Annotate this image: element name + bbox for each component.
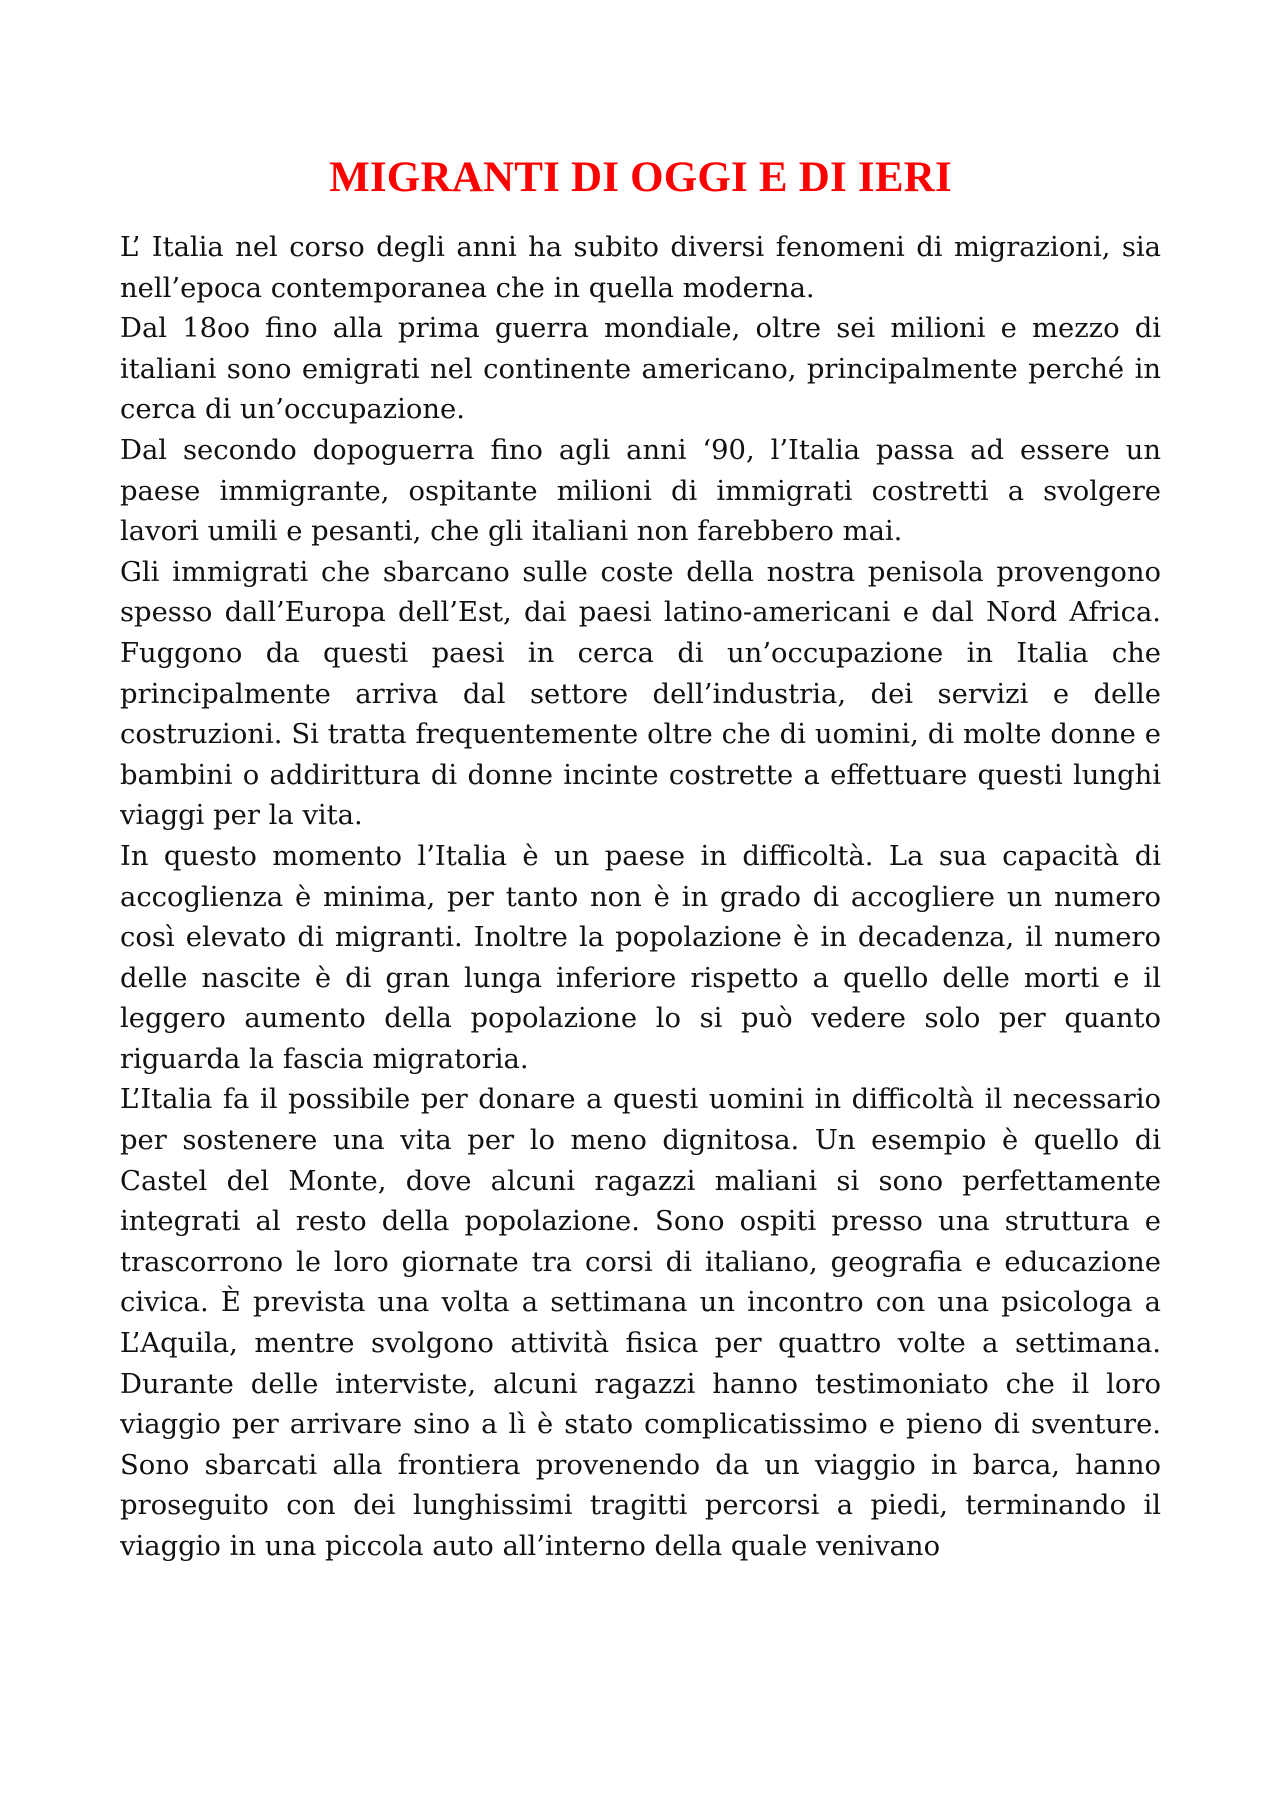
paragraph: L’ Italia nel corso degli anni ha subito diversi fenomeni di migrazioni, sia nell’epoca contemporanea che in quella moderna. (120, 232, 1161, 304)
paragraph: Dal secondo dopoguerra fino agli anni ‘90, l’Italia passa ad essere un paese immigrante, ospitante milioni di immigrati costretti a svolgere lavori umili e pesanti, che gli italiani non farebbero mai. (120, 434, 1161, 548)
document-body (120, 228, 1161, 1568)
paragraph: L’Italia fa il possibile per donare a questi uomini in difficoltà il necessario per sostenere una vita per lo meno dignitosa. Un esempio è quello di Castel del Monte, dove alcuni ragazzi maliani si sono perfettamente integrati al resto della popolazione. Sono ospiti presso una struttura e trascorrono le loro giornate tra corsi di italiano, geografia e educazione civica. È prevista una volta a settimana un incontro con una psicologa a L’Aquila, mentre svolgono attività fisica per quattro volte a settimana. Durante delle interviste, alcuni ragazzi hanno testimoniato che il loro viaggio per arrivare sino a lì è stato complicatissimo e pieno di sventure. Sono sbarcati alla frontiera provenendo da un viaggio in barca, hanno proseguito con dei lunghissimi tragitti percorsi a piedi, terminando il viaggio in una piccola auto all’interno della quale venivano (120, 1084, 1161, 1562)
paragraph: Dal 18oo fino alla prima guerra mondiale, oltre sei milioni e mezzo di italiani sono emigrati nel continente americano, principalmente perché in cerca di un’occupazione. (120, 313, 1161, 426)
paragraph: Gli immigrati che sbarcano sulle coste della nostra penisola provengono spesso dall’Europa dell’Est, dai paesi latino-americani e dal Nord Africa. Fuggono da questi paesi in cerca di un’occupazione in Italia che principalmente arriva dal settore dell’industria, dei servizi e delle costruzioni. Si tratta frequentemente oltre che di uomini, di molte donne e bambini o addirittura di donne incinte costrette a effettuare questi lunghi viaggi per la vita. (120, 556, 1161, 832)
paragraph: In questo momento l’Italia è un paese in difficoltà. La sua capacità di accoglienza è minima, per tanto non è in grado di accogliere un numero così elevato di migranti. Inoltre la popolazione è in decadenza, il numero delle nascite è di gran lunga inferiore rispetto a quello delle morti e il leggero aumento della popolazione lo si può vedere solo per quanto riguarda la fascia migratoria. (120, 840, 1161, 1075)
document-title: MIGRANTI DI OGGI E DI IERI (329, 154, 952, 201)
